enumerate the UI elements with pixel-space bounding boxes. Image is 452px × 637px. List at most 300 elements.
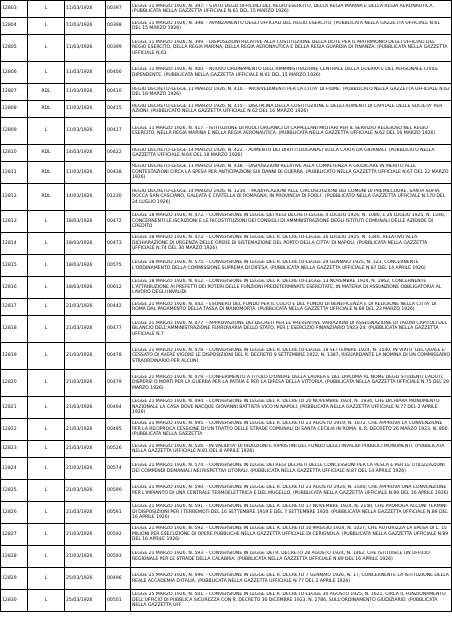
table-row <box>1 480 452 502</box>
act-code-cell <box>106 343 131 370</box>
act-description: LEGGE 21 MARZO 1926, N. 593. - CONVERSIONE IN LEGGE DEI R. DECRETO 28 AGOSTO 1924, N. 1462, CHE ISTITUISCE UN UFFICIO REGIONALE PER LE STRADE DELLA CALABRIA. (PUBBLICATA NELLA GAZZETTA UFFICIALE N.89 DEL 16 APRILE 1926) <box>132 551 430 562</box>
act-code: 00575 <box>107 262 122 268</box>
act-date-cell <box>65 35 106 62</box>
act-type: L <box>44 597 48 603</box>
act-description: LEGGE 11 MARZO 1926, N. 398. - AVANZAMENTO DEGLI UFFICIALI DEL REGIO ESERCITO. (PUBBLICATA NELLA GAZZETTA UFFICIALE N.61 DEL 15 MARZO 1926) <box>132 20 441 31</box>
table-row <box>1 568 452 590</box>
act-type-cell <box>28 118 65 145</box>
act-code-cell <box>106 184 131 211</box>
act-type-cell <box>28 502 65 524</box>
act-type: RDL <box>41 106 51 112</box>
row-number: 12830 <box>2 597 17 603</box>
act-code-cell <box>106 62 131 84</box>
act-type-cell <box>28 35 65 62</box>
table-row <box>1 458 452 480</box>
act-date: 18/03/1926 <box>66 218 93 224</box>
row-number-cell <box>1 316 28 343</box>
act-code: 00590 <box>107 487 122 493</box>
act-description: LEGGE 18 MARZO 1926, N. 612. - CONVERSIONE IN LEGGE DEL R. DECRETO-LEGGE 13 NOVEMBRE 1924, N. 1862, CONCERNENTE L'ATTRIBUZIONE AI PREFETTI DEI POTERI DELLE FUNZIONI PREDETERMINATE ESERCITATE, IN MATERIA DI ASSUNZIONE OBBLIGATORIA AL LAVORO DEGLI INVALIDI <box>132 279 442 296</box>
act-type-cell <box>28 18 65 35</box>
act-type-cell <box>28 184 65 211</box>
act-date: 21/03/1926 <box>66 304 93 310</box>
act-date: 21/03/1926 <box>66 353 93 359</box>
act-code: 00593 <box>107 553 122 559</box>
row-number-cell <box>1 145 28 162</box>
act-description: LEGGE 18 MARZO 1926, N. 575. - CONVERSIONE IN LEGGE DEL R. DECRETO-LEGGE 29 GENNAIO 1925, N. 123, CONCERNENTE L'ORDINAMENTO DELLA COMMISSIONE SUPREMA DI DIFESA. (PUBBLICATA NELLA GAZZETTA UFFICIALE N.87 DEL 14 APRILE 1926) <box>132 260 426 271</box>
act-code: 00397 <box>107 6 122 12</box>
act-description: LEGGE 21 MARZO 1926, N. 590. - CONVERSIONE IN LEGGE DEL R. DECRETO 23 AGOSTO 1924, N. 1540, CHE APPROVA UNA CONVENZIONE PER L'IMPIANTO DI UNA CENTRALE TERMOELETTRICA E DEL MUGELLO. (PUBBLICATA NELLA GAZZETTA UFFICIALE N.89 DEL 16 APRILE 1926) <box>132 485 449 496</box>
row-number-cell <box>1 35 28 62</box>
table-row <box>1 299 452 316</box>
row-number: 12807 <box>2 89 17 95</box>
table-row <box>1 184 452 211</box>
act-type: L <box>44 304 48 310</box>
act-type: L <box>44 465 48 471</box>
act-type-cell <box>28 316 65 343</box>
table-row <box>1 546 452 568</box>
row-number: 12813 <box>2 218 17 224</box>
act-date-cell <box>65 118 106 145</box>
act-date: 25/03/1926 <box>66 597 93 603</box>
row-number-cell <box>1 419 28 441</box>
act-description-cell <box>131 568 452 590</box>
act-description-cell <box>131 370 452 397</box>
act-code-cell <box>106 370 131 397</box>
act-date-cell <box>65 480 106 502</box>
act-description-cell <box>131 441 452 458</box>
act-code-cell <box>106 568 131 590</box>
act-type-cell <box>28 343 65 370</box>
act-date: 21/03/1926 <box>66 531 93 537</box>
act-type-cell <box>28 255 65 277</box>
act-description-cell <box>131 145 452 162</box>
act-code: 00612 <box>107 284 122 290</box>
act-code: 00400 <box>107 69 122 75</box>
act-code: 00473 <box>107 240 122 246</box>
act-description: LEGGE 21 MARZO 1926, N. 478. - CONVERSIONE IN LEGGE DEL R. DECRETO-LEGGE 18 SETTEMBRE 1924, N. 1540, IN VIRTU' DEL QUALE E' CESSATO DI AVERE VIGORE LE DISPOSIZIONI DEL R. DECRETO 9 SETTEMBRE 1922, N. 1387, RIGUARDANTE LA NOMINA DI UN COMMISSARIO STRAORDINARIO PER ALCUNI <box>132 347 450 364</box>
act-code: 00417 <box>107 128 122 134</box>
table-row <box>1 118 452 145</box>
act-type-cell <box>28 162 65 184</box>
act-type-cell <box>28 62 65 84</box>
table-row <box>1 145 452 162</box>
act-code: 00591 <box>107 509 122 515</box>
act-date: 25/03/1926 <box>66 575 93 581</box>
row-number: 12804 <box>2 23 17 29</box>
act-type-cell <box>28 370 65 397</box>
act-description-cell <box>131 35 452 62</box>
row-number: 12815 <box>2 262 17 268</box>
act-code: 00399 <box>107 45 122 51</box>
act-description-cell <box>131 162 452 184</box>
act-description: LEGGE 21 MARZO 1926, N. 477. - APPROVAZIONE DEI DECRETI PER LE PREVENTIVE VARIAZIONI DI ASSEGNAZIONE DI TALUNI CAPITOLI DEL BILANCIO DELL'AMMINISTRAZIONE FERROVIARIA DELLO STATO, PER L'ESERCIZIO FINANZIARIO 1923-24. (PUBBLICATA NELLA GAZZETTA UFFICIALE N.7 <box>132 320 448 337</box>
act-date-cell <box>65 211 106 233</box>
row-number: 12814 <box>2 240 17 246</box>
act-type-cell <box>28 419 65 441</box>
act-type: RDL <box>41 89 51 95</box>
act-date: 18/03/1926 <box>66 284 93 290</box>
act-description: LEGGE 11 MARZO 1926, N. 417. - ISTITUZIONE DI RUOLI ORGANICI DI CAPPELLANI MILITARI PER IL SERVIZIO RELIGIOSO NEL REGIO ESERCITO, NELLA REGIA MARINA E NELLA REGIA AERONAUTICA. (PUBBLICATA NELLA GAZZETTA UFFICIALE N.62 DEL 16 MARZO 1926) <box>132 125 436 136</box>
act-description: LEGGE 21 MARZO 1926, N. 591. - CONVERSIONE IN LEGGE DEL R. DECRETO 17 NOVEMBRE 1924, N. 2140, CHE PROROGA ALCUNI TERMINI DI DISPOSIZIONI PER I TERREMOTI DEL 16 SETTEMBRE 1919 E DEL 7 SETTEMBRE 1920. (PUBBLICATA NELLA GAZZETTA UFFICIALE N.89 DEL 16 APRILE 1926) <box>132 504 448 521</box>
act-code-cell <box>106 441 131 458</box>
row-number-cell <box>1 62 28 84</box>
act-date-cell <box>65 184 106 211</box>
row-number-cell <box>1 502 28 524</box>
row-number-cell <box>1 568 28 590</box>
act-code: 00415 <box>107 106 122 112</box>
act-type: L <box>44 353 48 359</box>
act-description-cell <box>131 255 452 277</box>
act-type: L <box>44 509 48 515</box>
act-date: 14/03/1926 <box>66 150 93 156</box>
row-number-cell <box>1 101 28 118</box>
act-description: REGIO DECRETO-LEGGE 11 MARZO 1926, N. 415. - DISCIPLINA DELLA COSTITUZIONE E DEGLI AUMENTI DI CAPITALE DELLE SOCIETA' PER AZIONI. (PUBBLICATO NELLA GAZZETTA UFFICIALE N.62 DEL 16 MARZO 1926) <box>132 103 443 114</box>
row-number: 12818 <box>2 326 17 332</box>
act-date: 11/03/1926 <box>66 89 93 95</box>
row-number-cell <box>1 1 28 18</box>
table-row <box>1 316 452 343</box>
table-row <box>1 397 452 419</box>
act-code-cell <box>106 35 131 62</box>
row-number-cell <box>1 441 28 458</box>
act-code-cell <box>106 255 131 277</box>
act-type: L <box>44 446 48 452</box>
act-date-cell <box>65 1 106 18</box>
act-type: L <box>44 6 48 12</box>
act-date-cell <box>65 419 106 441</box>
act-description: LEGGE 11 MARZO 1926, N. 399. - DISPOSIZIONI RELATIVE ALLA COSTITUZIONE DELLA DOTE PER IL MATRIMONIO DEGLI UFFICIALI DEL REGIO ESERCITO, DELLA REGIA MARINA, DELLA REGIA AERONAUTICA E DELLA REGIA GUARDIA DI FINANZA. (PUBBLICATA NELLA GAZZETTA UFFICIALE N.61 <box>132 39 448 56</box>
table-row <box>1 18 452 35</box>
act-code-cell <box>106 419 131 441</box>
act-code-cell <box>106 211 131 233</box>
act-code: 00495 <box>107 426 122 432</box>
act-description-cell <box>131 184 452 211</box>
row-number: 12822 <box>2 426 17 432</box>
row-number: 12817 <box>2 304 17 310</box>
act-description-cell <box>131 343 452 370</box>
act-date-cell <box>65 568 106 590</box>
act-code-cell <box>106 233 131 255</box>
row-number: 12821 <box>2 404 17 410</box>
row-number: 12820 <box>2 380 17 386</box>
table-row <box>1 419 452 441</box>
act-type: L <box>44 45 48 51</box>
act-date-cell <box>65 546 106 568</box>
row-number-cell <box>1 18 28 35</box>
row-number-cell <box>1 299 28 316</box>
act-type: L <box>44 404 48 410</box>
act-type: L <box>44 69 48 75</box>
act-description-cell <box>131 84 452 101</box>
act-code-cell <box>106 118 131 145</box>
act-date: 21/03/1926 <box>66 380 93 386</box>
row-number-cell <box>1 546 28 568</box>
act-date-cell <box>65 145 106 162</box>
table-row <box>1 62 452 84</box>
act-code: 00494 <box>107 404 122 410</box>
act-date-cell <box>65 441 106 458</box>
act-code: 00478 <box>107 353 122 359</box>
act-description-cell <box>131 101 452 118</box>
act-date: 18/03/1926 <box>66 262 93 268</box>
act-type-cell <box>28 277 65 299</box>
act-code: 00442 <box>107 304 122 310</box>
act-date-cell <box>65 316 106 343</box>
table-row <box>1 502 452 524</box>
act-type-cell <box>28 480 65 502</box>
table-row <box>1 441 452 458</box>
act-type-cell <box>28 145 65 162</box>
act-description-cell <box>131 546 452 568</box>
act-code: 00526 <box>107 446 122 452</box>
act-code-cell <box>106 590 131 612</box>
act-type: L <box>44 575 48 581</box>
act-type-cell <box>28 84 65 101</box>
act-type-cell <box>28 590 65 612</box>
act-description: LEGGE 21 MARZO 1926, N. 526. - IN VALIDITA' DI RIDUZIONI E RIPRISTINI DEL FONDO DEGLI INVALIDI PUBBLICI MONUMENTI. (PUBBLICATA NELLA GAZZETTA UFFICIALE N.81 DEL 8 APRILE 1926) <box>132 443 445 454</box>
act-code: 00496 <box>107 575 122 581</box>
act-date: 21/03/1926 <box>66 446 93 452</box>
act-code: 01230 <box>107 194 122 200</box>
act-date: 21/03/1926 <box>66 404 93 410</box>
table-row <box>1 101 452 118</box>
row-number-cell <box>1 343 28 370</box>
act-description: LEGGE 21 MARZO 1926, N. 574. - CONVERSIONE IN LEGGE DEI REGI DECRETI DELLE CONCESSIONI PER LA PESCA E PER LE UTILIZZAZIONI DEI COMPENDI DEMANIALI NEI RISPETTIVI LITORALI. (PUBBLICATA NELLA GAZZETTA UFFICIALE N.87 DEL 14 APRILE 1926) <box>132 463 445 474</box>
act-type: L <box>44 426 48 432</box>
act-date: 21/03/1926 <box>66 426 93 432</box>
act-description: LEGGE 11 MARZO 1926, N. 397. - STATO DEGLI UFFICIALI DEL REGIO ESERCITO, DELLA REGIA MARINA E DELLA REGIA AERONAUTICA. (PUBBLICATA NELLA GAZZETTA UFFICIALE N.61 DEL 15 MARZO 1926) <box>132 3 434 14</box>
row-number-cell <box>1 255 28 277</box>
act-code-cell <box>106 502 131 524</box>
act-description: LEGGE 21 MARZO 1926, N. 494. - CONVERSIONE IN LEGGE DEL R. DECRETO 20 NOVEMBRE 1924, N. 1934, CHE DICHIARA MONUMENTO NAZIONALE LA CASA DOVE NACQUE GIOVANNI BATTISTA VICO IN NAPOLI. (PUBBLICATA NELLA GAZZETTA UFFICIALE N.77 DEL 2 APRILE 1926) <box>132 399 440 416</box>
act-type-cell <box>28 568 65 590</box>
act-code-cell <box>106 101 131 118</box>
act-description: REGIO DECRETO-LEGGE 14 MARZO 1926, N. 422. - AUMENTO DEI DIRITTI DOGANALI SULLA CARTA DA GIORNALI. (PUBBLICATO NELLA GAZZETTA UFFICIALE N.64 DEL 18 MARZO 1926) <box>132 147 435 158</box>
act-type: L <box>44 487 48 493</box>
act-code: 00438 <box>107 169 122 175</box>
row-number: 12805 <box>2 45 17 51</box>
act-date: 11/03/1926 <box>66 106 93 112</box>
row-number: 12812 <box>2 194 17 200</box>
act-description-cell <box>131 118 452 145</box>
act-description: REGIO DECRETO-LEGGE 11 MARZO 1926, N. 410. - PROVVEDIMENTI PER LA CITTA' DI FIUME. (PUBBLICATO NELLA GAZZETTA UFFICIALE N.62 DEL 16 MARZO 1926) <box>132 86 450 97</box>
table-row <box>1 277 452 299</box>
act-date-cell <box>65 590 106 612</box>
row-number-cell <box>1 524 28 546</box>
act-date: 21/03/1926 <box>66 487 93 493</box>
act-description-cell <box>131 211 452 233</box>
act-type: L <box>44 284 48 290</box>
act-date-cell <box>65 255 106 277</box>
act-date-cell <box>65 62 106 84</box>
act-description: LEGGE 21 MARZO 1926, N. 592. - CONVERSIONE IN LEGGE DEL R. DECRETO 10 MAGGIO 1924, N. 1027, CHE AUTORIZZA LA SPESA DI L. 15 MILIONI PER ESECUZIONE DI OPERE PUBBLICHE NELLA GAZZETTA UFFICIALE DI CERIGNOLA. (PUBBLICATA NELLA GAZZETTA UFFICIALE N.89 DEL 16 APRILE 1926) <box>132 526 449 543</box>
act-type-cell <box>28 101 65 118</box>
act-description: LEGGE 25 MARZO 1926, N. 501. - CONVERSIONE IN LEGGE DEL R. DECRETO-LEGGE 30 AGOSTO 1925, N. 1621, CIRCA IL FUNZIONAMENTO DELL'UFFICIO DI PUBBLICA SICUREZZA CON R. DECRETO 30 DICEMBRE 1923, N. 2786, SULL'ORDINAMENTO GIUDIZIARIO. (PUBBLICATA NELLA GAZZETTA UFF <box>132 592 446 609</box>
act-date: 11/03/1926 <box>66 45 93 51</box>
act-type: L <box>44 128 48 134</box>
act-code: 00472 <box>107 218 122 224</box>
act-type: RDL <box>41 150 51 156</box>
act-date-cell <box>65 524 106 546</box>
act-date: 18/03/1926 <box>66 240 93 246</box>
table-row <box>1 590 452 612</box>
act-date-cell <box>65 343 106 370</box>
act-date-cell <box>65 370 106 397</box>
row-number: 12810 <box>2 150 17 156</box>
row-number: 12806 <box>2 69 17 75</box>
row-number: 12829 <box>2 575 17 581</box>
act-description: REGIO DECRETO-LEGGE 11 MARZO 1926, N. 438. - DISPOSIZIONI RELATIVE ALLA COMPETENZA A GIUDICARE IN MERITO ALLE CONTESTAZIONI CIRCA LA SPESA PER ANTICIPAZIONI SUI DANNI DI GUERRA. (PUBBLICATO NELLA GAZZETTA UFFICIALE N.67 DEL 22 MARZO 1926) <box>132 164 449 181</box>
act-date: 11/03/1926 <box>66 23 93 29</box>
act-code-cell <box>106 480 131 502</box>
act-type: RDL <box>41 194 51 200</box>
row-number: 12803 <box>2 6 17 12</box>
row-number-cell <box>1 118 28 145</box>
table-row <box>1 343 452 370</box>
row-number-cell <box>1 370 28 397</box>
act-type: L <box>44 531 48 537</box>
row-number: 12828 <box>2 553 17 559</box>
act-description: LEGGE 21 MARZO 1926, N. 479. - CONFERIMENTO A TITOLO D'ONORE DELLA LAUREA E DEL DIPLOMA AL NOME DEGLI STUDENTI CADUTI, DISPERSI O MORTI PER LA GUERRA PER LA PATRIA E PER LA DIFESA DELLA VITTORIA. (PUBBLICATA NELLA GAZZETTA UFFICIALE N.75 DEL 29 MARZO 1926) <box>132 374 449 391</box>
row-number-cell <box>1 277 28 299</box>
act-date: 11/03/1926 <box>66 128 93 134</box>
act-description-cell <box>131 502 452 524</box>
act-description-cell <box>131 419 452 441</box>
act-code-cell <box>106 1 131 18</box>
act-code: 00501 <box>107 597 122 603</box>
table-row <box>1 233 452 255</box>
act-description: LEGGE 21 MARZO 1926, N. 495. - CONVERSIONE IN LEGGE DEL R. DECRETO 23 AGOSTO 1919, N. 1672, CHE APPROVA LA CONVENZIONE PER LA RECIPROCA CESSIONE DI UN TRATTO DELLE STRADE COMUNALI DI SANTA CECILIA IN ROMA. IL R. DECRETO 26 MARZO 1923, N. 800. (PUBBLICATA NELLA GAZZETTA <box>132 421 449 438</box>
table-row <box>1 211 452 233</box>
act-date-cell <box>65 458 106 480</box>
act-type-cell <box>28 397 65 419</box>
row-number: 12824 <box>2 465 17 471</box>
act-description: LEGGE 18 MARZO 1926, N. 473. - CONVERSIONE IN LEGGE DEL R. DECRETO-LEGGE 26 LUGLIO 1925, N. 1346, RELATIVO ALLA DICHIARAZIONE DI URGENZA DELLE OPERE DI SISTEMAZIONE DEL PORTO DELLA CITTA' DI NAPOLI. (PUBBLICATA NELLA GAZZETTA UFFICIALE N.74 DEL 30 MARZO 1926) <box>132 235 428 252</box>
act-description-cell <box>131 590 452 612</box>
act-date-cell <box>65 277 106 299</box>
act-date-cell <box>65 502 106 524</box>
act-code-cell <box>106 84 131 101</box>
table-row <box>1 1 452 18</box>
act-date: 11/03/1926 <box>66 6 93 12</box>
act-code: 00477 <box>107 326 122 332</box>
row-number-cell <box>1 162 28 184</box>
act-date: 21/03/1926 <box>66 553 93 559</box>
act-type: L <box>44 326 48 332</box>
act-date-cell <box>65 233 106 255</box>
table-row <box>1 84 452 101</box>
act-date: 11/03/1926 <box>66 169 93 175</box>
act-code-cell <box>106 546 131 568</box>
table-row <box>1 162 452 184</box>
row-number: 12826 <box>2 509 17 515</box>
act-code-cell <box>106 458 131 480</box>
act-type-cell <box>28 233 65 255</box>
act-description-cell <box>131 1 452 18</box>
act-description-cell <box>131 480 452 502</box>
row-number: 12823 <box>2 446 17 452</box>
act-code-cell <box>106 524 131 546</box>
table-row <box>1 35 452 62</box>
act-type-cell <box>28 546 65 568</box>
act-code-cell <box>106 299 131 316</box>
act-type-cell <box>28 211 65 233</box>
act-description-cell <box>131 233 452 255</box>
act-type: L <box>44 23 48 29</box>
act-type: L <box>44 218 48 224</box>
act-code-cell <box>106 145 131 162</box>
act-description: LEGGE 25 MARZO 1926, N. 496. - CONVERSIONE IN LEGGE DEL R. DECRETO 7 GENNAIO 1926, N. 17, CONCERNENTE LA ISTITUZIONE DELLA REALE ACCADEMIA D'ITALIA. (PUBBLICATA NELLA GAZZETTA UFFICIALE N.77 DEL 2 APRILE 1926) <box>132 573 449 584</box>
act-date-cell <box>65 162 106 184</box>
act-type-cell <box>28 1 65 18</box>
act-date-cell <box>65 84 106 101</box>
act-description: LEGGE 11 MARZO 1926, N. 400. - NUOVO ORDINAMENTO DELL'AMMINISTRAZIONE CENTRALE DELLA GUERRA E DEL PERSONALE CIVILE DIPENDENTE. (PUBBLICATA NELLA GAZZETTA UFFICIALE N.61 DEL 15 MARZO 1926) <box>132 67 439 78</box>
act-code-cell <box>106 397 131 419</box>
act-type: L <box>44 240 48 246</box>
act-type: L <box>44 262 48 268</box>
row-number-cell <box>1 458 28 480</box>
act-code-cell <box>106 18 131 35</box>
act-code: 00479 <box>107 380 122 386</box>
row-number-cell <box>1 184 28 211</box>
row-number-cell <box>1 211 28 233</box>
row-number-cell <box>1 590 28 612</box>
act-code: 00410 <box>107 89 122 95</box>
act-date: 21/03/1926 <box>66 465 93 471</box>
row-number: 12825 <box>2 487 17 493</box>
row-number: 12809 <box>2 128 17 134</box>
act-description-cell <box>131 62 452 84</box>
act-date-cell <box>65 101 106 118</box>
act-description-cell <box>131 458 452 480</box>
act-code: 00398 <box>107 23 122 29</box>
row-number: 12827 <box>2 531 17 537</box>
act-code-cell <box>106 277 131 299</box>
act-type: RDL <box>41 169 51 175</box>
row-number-cell <box>1 397 28 419</box>
act-description: REGIO DECRETO-LEGGE 14 MARZO 1926, N. 1230. - MODIFICAZIONI ALLE CIRCOSCRIZIONI DEI COMUNI DI PREMILCUORE, SANTA SOFIA, ROCCA SAN CASCIANO, GALEATA E CIVITELLA DI ROMAGNA, IN PROVINCIA DI FORLI'. (PUBBLICATO NELLA GAZZETTA UFFICIALE N.170 DEL 24 LUGLIO 1926) <box>132 188 446 205</box>
row-number: 12808 <box>2 106 17 112</box>
row-number-cell <box>1 480 28 502</box>
act-date-cell <box>65 299 106 316</box>
act-date: 14/03/1926 <box>66 194 93 200</box>
act-type-cell <box>28 441 65 458</box>
act-description-cell <box>131 277 452 299</box>
row-number-cell <box>1 233 28 255</box>
act-description-cell <box>131 397 452 419</box>
act-code: 00422 <box>107 150 122 156</box>
act-date-cell <box>65 18 106 35</box>
act-description-cell <box>131 18 452 35</box>
row-number: 12811 <box>2 169 17 175</box>
act-description-cell <box>131 524 452 546</box>
table-row <box>1 255 452 277</box>
table-row <box>1 524 452 546</box>
act-code: 00574 <box>107 465 122 471</box>
act-code: 00592 <box>107 531 122 537</box>
act-description-cell <box>131 316 452 343</box>
row-number: 12819 <box>2 353 17 359</box>
act-type: L <box>44 553 48 559</box>
act-date: 21/03/1926 <box>66 326 93 332</box>
act-type-cell <box>28 524 65 546</box>
act-code-cell <box>106 162 131 184</box>
table-body <box>1 1 452 612</box>
act-description: LEGGE 21 MARZO 1926, N. 442. - ESONERO DEL FONDO PER IL CULTO E DEL FONDO DI BENEFICENZA E DI RELIGIONE NELLA CITTA' DI ROMA DAL PAGAMENTO DELLA TASSA DI MANOMORTA. (PUBBLICATA NELLA GAZZETTA UFFICIALE N.68 DEL 23 MARZO 1926) <box>132 301 437 312</box>
act-description-cell <box>131 299 452 316</box>
act-type: L <box>44 380 48 386</box>
act-description: LEGGE 18 MARZO 1926, N. 472. - CONVERSIONE IN LEGGE DEI REGI DECRETI-LEGGE 4 LUGLIO 1926, N. 1080, E 26 LUGLIO 1925, N. 1246, CONCERNENTI LE ISCRIZIONI E LE RICOSTITUZIONI DEI CONSIGLI DI AMMINISTRAZIONE DEGLI ISTITUTI COMUNALI DELLE AZIENDE DI CREDITO <box>132 213 446 230</box>
